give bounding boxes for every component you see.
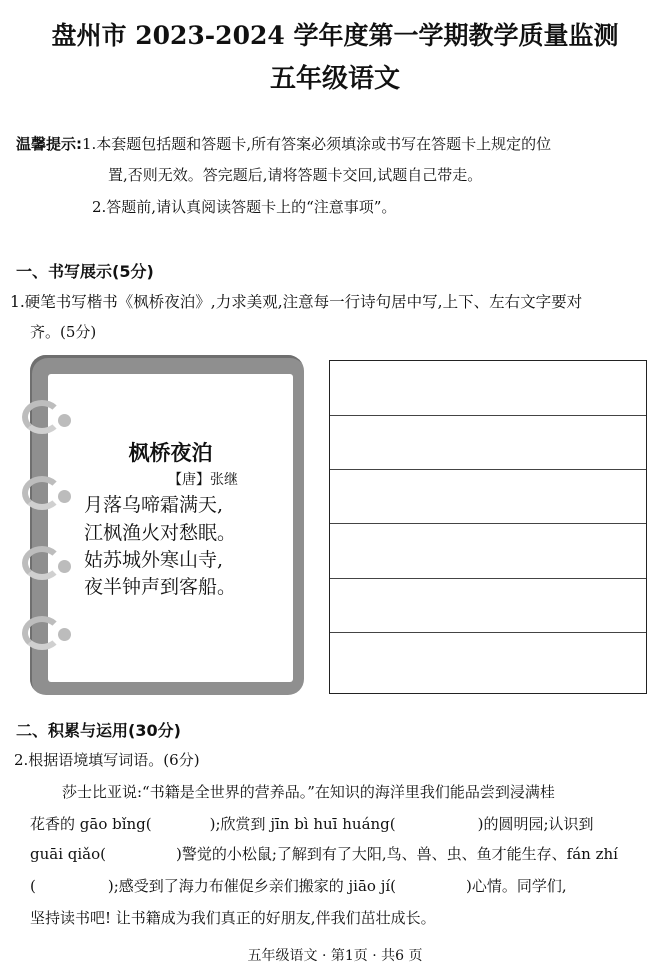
passage-text: )心情。同学们,	[466, 877, 567, 895]
ring-hole-icon	[58, 560, 71, 573]
page-footer: 五年级语文 · 第1页 · 共6 页	[247, 948, 423, 964]
section-2-heading: 二、积累与运用(30分)	[16, 721, 181, 740]
exam-subtitle: 五年级语文	[269, 64, 400, 94]
ring-icon	[22, 476, 62, 510]
passage-text: )警觉的小松鼠;了解到有了大阳,鸟、兽、虫、鱼才能生存、fán zhí	[176, 845, 618, 863]
poem-line: 江枫渔火对愁眠。	[84, 522, 237, 544]
section-1-heading: 一、书写展示(5分)	[16, 262, 154, 281]
question-1-line-1: 1.硬笔书写楷书《枫桥夜泊》,力求美观,注意每一行诗句居中写,上下、左右文字要对	[10, 293, 583, 311]
ring-hole-icon	[58, 628, 71, 641]
grid-rule	[330, 469, 646, 470]
passage-line-4	[30, 876, 567, 896]
grid-rule	[330, 523, 646, 524]
question-2: 2.根据语境填写词语。(6分)	[14, 751, 200, 769]
tips-line-1	[16, 134, 551, 154]
tips-item-1-line-2: 置,否则无效。答完题后,请将答题卡交回,试题自己带走。	[108, 166, 483, 184]
ring-icon	[22, 616, 62, 650]
writing-grid[interactable]	[329, 360, 647, 694]
poem-line: 姑苏城外寒山寺,	[84, 549, 224, 571]
passage-text: );欣赏到 jīn bì huī huáng(	[209, 815, 396, 833]
tips-item-1-line-1: 1.本套题包括题和答题卡,所有答案必须填涂或书写在答题卡上规定的位	[82, 135, 552, 153]
passage-text: );感受到了海力布催促乡亲们搬家的 jiāo jí(	[107, 877, 397, 895]
passage-text: 花香的 gāo bǐng(	[30, 815, 152, 833]
question-1-line-2: 齐。(5分)	[30, 323, 97, 341]
passage-text: (	[30, 877, 36, 895]
poem-title: 枫桥夜泊	[128, 441, 213, 465]
tips-item-2: 2.答题前,请认真阅读答题卡上的“注意事项”。	[92, 198, 397, 216]
grid-rule	[330, 578, 646, 579]
ring-hole-icon	[58, 490, 71, 503]
poem-line: 夜半钟声到客船。	[84, 576, 237, 598]
passage-line-3	[30, 844, 618, 864]
grid-rule	[330, 632, 646, 633]
exam-title: 盘州市 2023-2024 学年度第一学期教学质量监测	[51, 21, 619, 50]
passage-line-2	[30, 814, 594, 834]
poem-author: 【唐】张继	[168, 472, 238, 488]
passage-line-5: 坚持读书吧! 让书籍成为我们真正的好朋友,伴我们茁壮成长。	[30, 909, 436, 927]
passage-line-1: 莎士比亚说:“书籍是全世界的营养品。”在知识的海洋里我们能品尝到浸满桂	[62, 783, 555, 801]
poem-line: 月落乌啼霜满天,	[84, 494, 224, 516]
ring-icon	[22, 546, 62, 580]
passage-text: )的圆明园;认识到	[477, 815, 594, 833]
grid-rule	[330, 415, 646, 416]
passage-text: guāi qiǎo(	[30, 845, 106, 863]
ring-hole-icon	[58, 414, 71, 427]
ring-icon	[22, 400, 62, 434]
tips-label: 温馨提示:	[16, 135, 82, 153]
